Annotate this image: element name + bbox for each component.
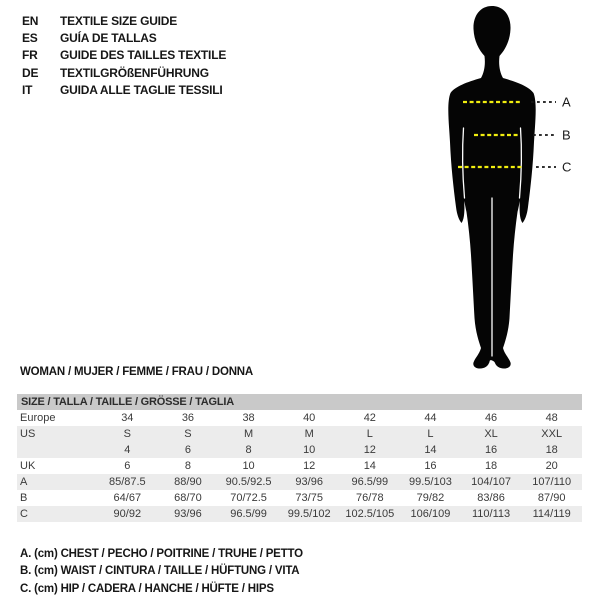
size-cell: 83/86	[477, 492, 505, 504]
size-cell: 68/70	[174, 492, 202, 504]
size-cell: 64/67	[113, 492, 142, 504]
table-row	[17, 458, 582, 474]
legend-line: B. (cm) WAIST / CINTURA / TAILLE / HÜFTUNG / VITA	[20, 565, 300, 578]
size-cell: XL	[484, 428, 498, 440]
size-cell: 40	[303, 412, 316, 424]
size-cell: 102.5/105	[345, 508, 395, 520]
size-cell: 93/96	[174, 508, 202, 520]
table-row	[17, 490, 582, 506]
size-cell: 18	[545, 444, 558, 456]
row-label: A	[20, 476, 28, 488]
size-cell: S	[184, 428, 192, 440]
size-cell: M	[304, 428, 314, 440]
size-cell: 14	[424, 444, 437, 456]
size-cell: 90/92	[113, 508, 142, 520]
size-cell: 42	[363, 412, 376, 424]
size-cell: L	[427, 428, 434, 440]
legend-line: C. (cm) HIP / CADERA / HANCHE / HÜFTE / HIPS	[20, 582, 274, 595]
size-cell: 104/107	[471, 476, 511, 488]
size-cell: 90.5/92.5	[225, 476, 272, 488]
measurement-legend	[20, 546, 303, 598]
language-row	[22, 47, 226, 64]
size-cell: 16	[424, 460, 437, 472]
language-title: TEXTILGRÖßENFÜHRUNG	[60, 65, 209, 80]
size-cell: 6	[124, 460, 131, 472]
size-cell: 114/119	[532, 508, 571, 520]
size-cell: XXL	[541, 428, 563, 440]
marker-label-a: A	[562, 94, 571, 110]
size-cell: 4	[124, 444, 131, 456]
language-row	[22, 30, 226, 47]
category-title: WOMAN / MUJER / FEMME / FRAU / DONNA	[20, 366, 254, 378]
size-table-header: SIZE / TALLA / TAILLE / GRÖSSE / TAGLIA	[17, 394, 582, 410]
size-cell: 110/113	[471, 508, 511, 520]
table-row	[17, 442, 582, 458]
language-list	[22, 13, 226, 99]
language-title: GUÍA DE TALLAS	[60, 31, 157, 46]
size-cell: 76/78	[356, 492, 384, 504]
size-cell: 38	[242, 412, 255, 424]
language-code: EN	[22, 14, 39, 28]
language-title: GUIDA ALLE TAGLIE TESSILI	[60, 82, 223, 97]
size-cell: 48	[545, 412, 558, 424]
row-label: Europe	[20, 412, 56, 424]
size-cell: 10	[303, 444, 316, 456]
table-row	[17, 474, 582, 490]
language-title: TEXTILE SIZE GUIDE	[60, 14, 178, 28]
size-cell: 20	[545, 460, 558, 472]
language-code: DE	[22, 65, 39, 80]
legend-line: A. (cm) CHEST / PECHO / POITRINE / TRUHE / PETTO	[20, 548, 303, 560]
size-cell: 12	[303, 460, 316, 472]
size-table-body	[17, 410, 582, 522]
table-row	[17, 506, 582, 522]
size-cell: 46	[484, 412, 498, 424]
size-cell: S	[123, 428, 131, 440]
size-cell: 70/72.5	[230, 492, 267, 504]
size-cell: 85/87.5	[108, 476, 146, 488]
size-cell: L	[366, 428, 373, 440]
size-cell: 107/110	[532, 476, 572, 488]
row-label: US	[20, 428, 36, 440]
size-cell: 99.5/103	[409, 476, 452, 488]
size-cell: 96.5/99	[230, 508, 267, 520]
size-cell: 36	[181, 412, 195, 424]
woman-figure	[425, 0, 600, 375]
size-cell: 87/90	[537, 492, 566, 504]
language-row	[22, 13, 226, 30]
row-label: UK	[20, 460, 36, 472]
language-row	[22, 82, 226, 99]
size-cell: 12	[363, 444, 376, 456]
size-cell: 79/82	[416, 492, 445, 504]
marker-label-c: C	[562, 159, 572, 175]
marker-label-b: B	[562, 127, 571, 143]
size-cell: 88/90	[174, 476, 202, 488]
size-cell: 73/75	[295, 492, 323, 504]
size-cell: 34	[121, 412, 134, 424]
size-table	[17, 394, 582, 522]
language-row	[22, 65, 226, 82]
size-cell: 99.5/102	[287, 508, 331, 520]
size-cell: 106/109	[410, 508, 451, 520]
row-label: C	[20, 508, 28, 520]
size-cell: 96.5/99	[351, 476, 389, 488]
size-cell: 44	[424, 412, 437, 424]
table-row	[17, 426, 582, 442]
size-cell: 8	[184, 460, 191, 472]
row-label: B	[20, 492, 28, 504]
language-code: FR	[22, 48, 38, 63]
table-row	[17, 410, 582, 426]
size-cell: 14	[363, 460, 376, 472]
size-cell: 6	[184, 444, 191, 456]
language-code: ES	[22, 31, 38, 46]
size-cell: 10	[242, 460, 255, 472]
size-cell: 93/96	[295, 476, 323, 488]
size-cell: 16	[484, 444, 498, 456]
size-cell: 8	[245, 444, 252, 456]
language-title: GUIDE DES TAILLES TEXTILE	[60, 48, 227, 63]
size-cell: 18	[484, 460, 498, 472]
row-label	[17, 442, 97, 458]
language-code: IT	[22, 82, 33, 97]
size-cell: M	[243, 428, 254, 440]
